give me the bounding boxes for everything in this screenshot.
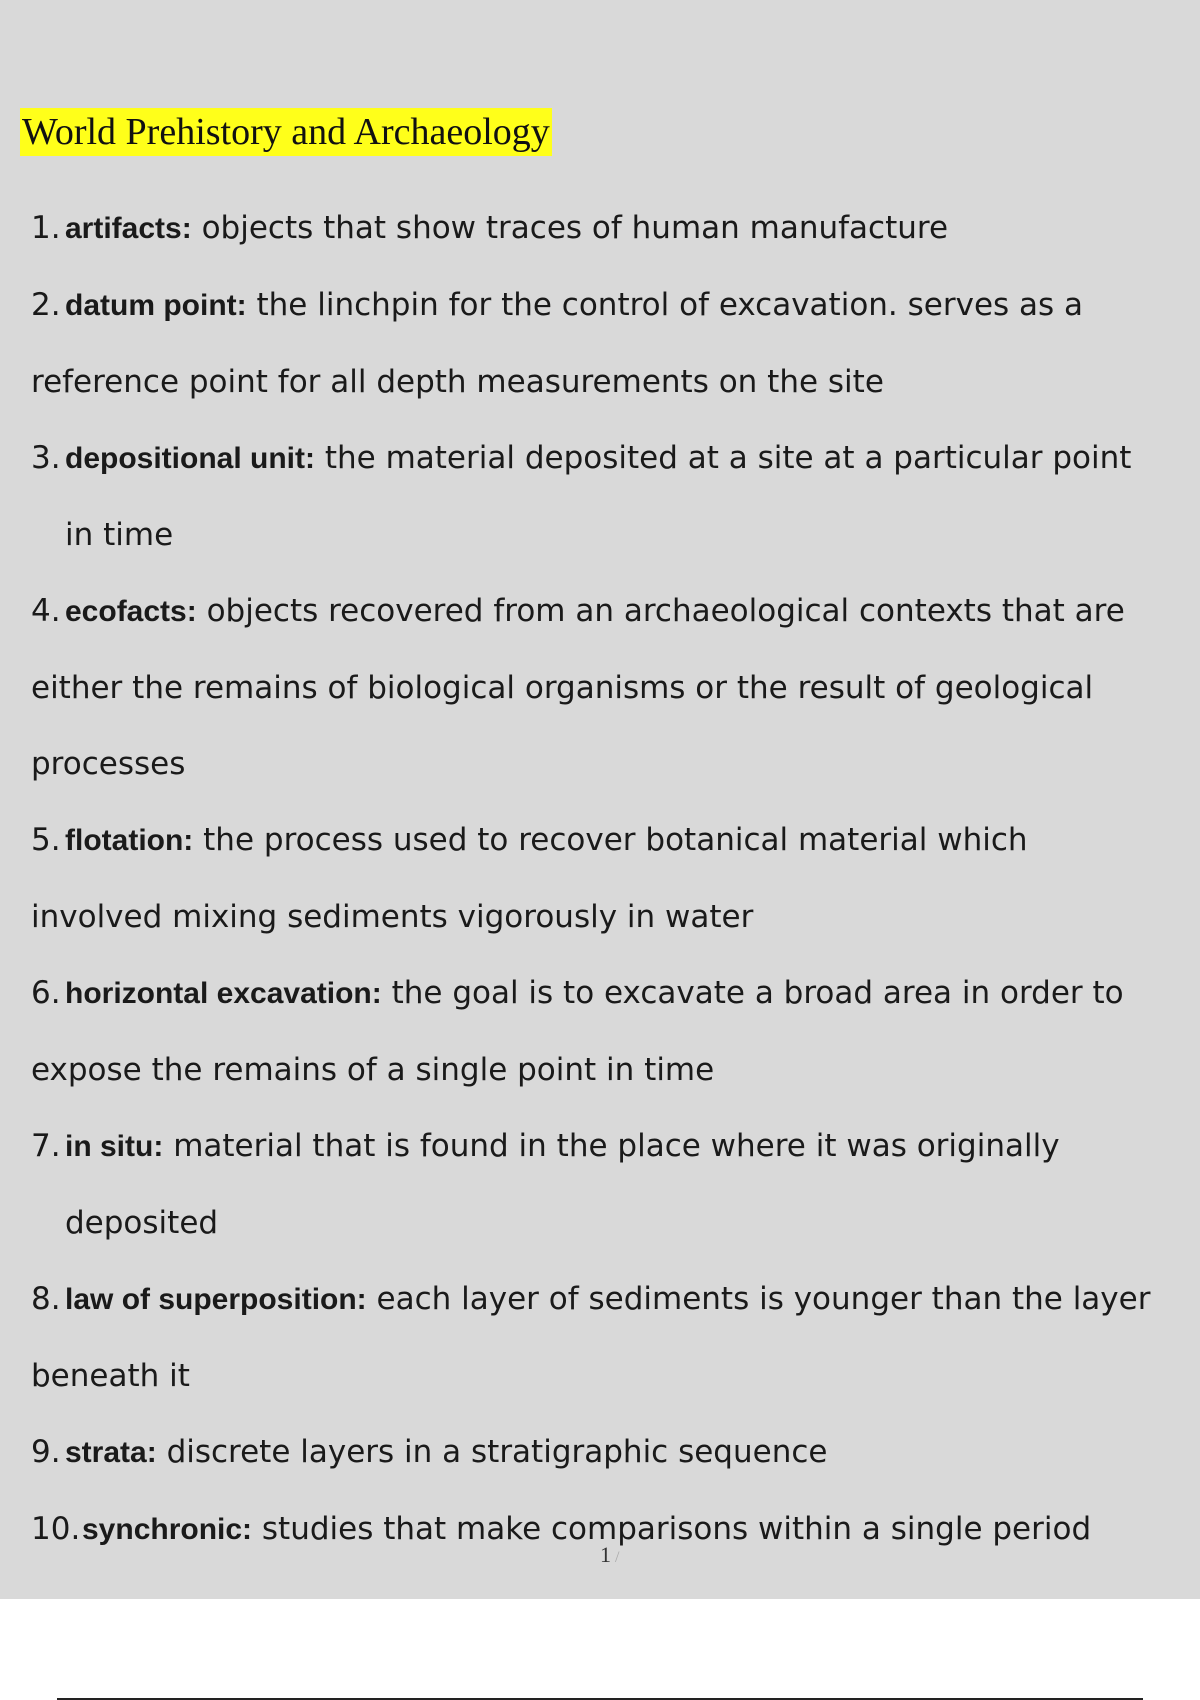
term-label: ecofacts: (65, 595, 197, 628)
definition-text: the process used to recover botanical material which (203, 822, 1028, 858)
term-label: horizontal excavation: (65, 977, 382, 1010)
term-label: depositional unit: (65, 442, 315, 475)
glossary-list (31, 190, 1200, 1568)
page-number-suffix: / (615, 1549, 620, 1566)
term-label: artifacts: (65, 212, 192, 245)
glossary-item (31, 573, 1200, 802)
glossary-item (31, 1414, 1200, 1491)
definition-continuation: expose the remains of a single point in time (31, 1052, 715, 1088)
definition-text: studies that make comparisons within a single period (261, 1511, 1092, 1547)
definition-continuation: either the remains of biological organisms or the result of geological (31, 670, 1094, 706)
definition-continuation: reference point for all depth measurements on the site (31, 364, 884, 400)
item-number: 7. (31, 1128, 61, 1164)
glossary-item (31, 955, 1200, 1108)
definition-text: each layer of sediments is younger than the layer (376, 1281, 1151, 1317)
term-label: flotation: (65, 824, 194, 857)
item-number: 9. (31, 1434, 61, 1470)
item-number: 2. (31, 287, 61, 323)
definition-text: the linchpin for the control of excavation. serves as a (256, 287, 1084, 323)
item-number: 8. (31, 1281, 61, 1317)
glossary-item (31, 420, 1200, 573)
item-number: 10. (31, 1511, 81, 1547)
definition-text: the material deposited at a site at a particular point (324, 440, 1132, 476)
definition-continuation: processes (31, 746, 186, 782)
term-label: synchronic: (82, 1513, 253, 1546)
item-number: 4. (31, 593, 61, 629)
item-number: 1. (31, 210, 61, 246)
definition-text: material that is found in the place where it was originally (173, 1128, 1060, 1164)
item-number: 6. (31, 975, 61, 1011)
document-title: World Prehistory and Archaeology (20, 108, 552, 156)
page-number-value: 1 (600, 1542, 611, 1567)
term-label: law of superposition: (65, 1283, 367, 1316)
glossary-item (31, 802, 1200, 955)
definition-text: discrete layers in a stratigraphic sequence (166, 1434, 828, 1470)
term-label: strata: (65, 1436, 157, 1469)
term-label: in situ: (65, 1130, 164, 1163)
definition-text: objects that show traces of human manufacture (201, 210, 949, 246)
definition-text: the goal is to excavate a broad area in order to (391, 975, 1124, 1011)
glossary-item (31, 1261, 1200, 1414)
definition-continuation: deposited (65, 1205, 219, 1241)
item-number: 5. (31, 822, 61, 858)
glossary-item (31, 190, 1200, 267)
definition-text: objects recovered from an archaeological contexts that are (206, 593, 1125, 629)
definition-continuation: involved mixing sediments vigorously in water (31, 899, 754, 935)
item-number: 3. (31, 440, 61, 476)
term-label: datum point: (65, 289, 247, 322)
glossary-item (31, 267, 1200, 420)
glossary-item (31, 1108, 1200, 1261)
page-number (600, 1542, 619, 1568)
definition-continuation: beneath it (31, 1358, 190, 1394)
definition-continuation: in time (65, 517, 174, 553)
